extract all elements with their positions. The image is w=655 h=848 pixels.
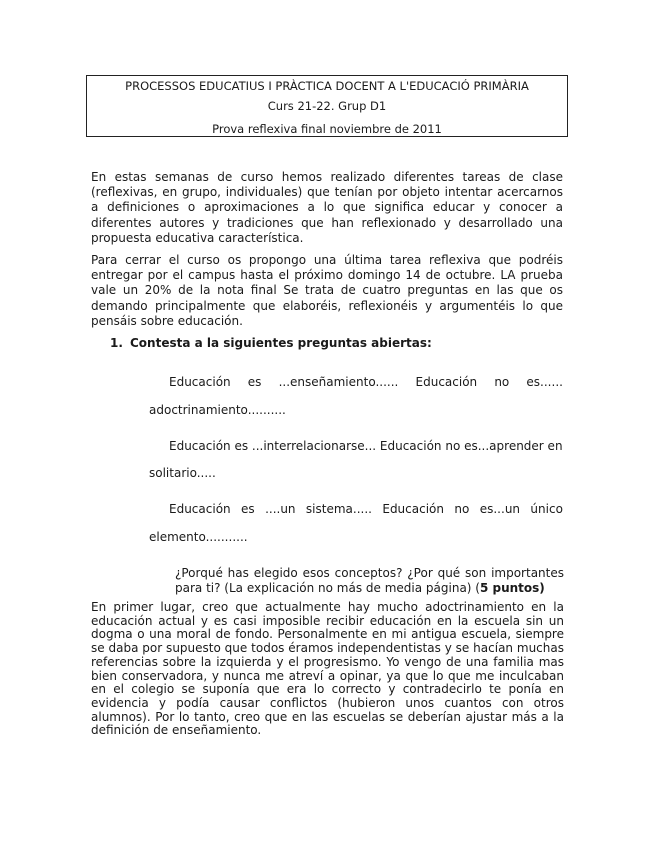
statement-word: es...un (479, 502, 521, 516)
statement-word: no (494, 375, 510, 389)
section-heading (110, 336, 432, 350)
question-prompt (175, 566, 564, 595)
statement-word: Educación (169, 375, 231, 389)
statement-word: ...enseñamiento...... (278, 375, 399, 389)
statement-3 (169, 502, 563, 517)
question-points: 5 puntos) (479, 580, 545, 595)
statement-word: sistema..... (305, 502, 372, 516)
statement-word: es (247, 375, 262, 389)
section-title: Contesta a la siguientes preguntas abiertas: (130, 336, 432, 350)
statement-1 (169, 375, 563, 390)
statement-word: Educación (415, 375, 478, 389)
statement-word: es (241, 502, 255, 516)
intro-paragraph-1: En estas semanas de curso hemos realizado diferentes tareas de clase (reflexivas, en grupo, individuales) que tenían por objeto intentar acercarnos a definiciones o aproximaciones a lo que significa educar y conocer a diferentes autores y tradiciones que han reflexionado y desarrollado una propuesta educativa característica. (91, 170, 563, 245)
header-box (86, 75, 568, 137)
section-number: 1. (110, 336, 123, 350)
statement-word: único (530, 502, 563, 516)
statement-word: no (454, 502, 470, 516)
statement-word: Educación (382, 502, 444, 516)
statement-2-continuation: solitario..... (149, 466, 216, 480)
answer-paragraph: En primer lugar, creo que actualmente hay mucho adoctrinamiento en la educación actual y es casi imposible recibir educación en la escuela sin un dogma o una moral de fondo. Personalmente en mi antigua escuela, siempre se daba por supuesto que todos éramos independentistas y se hacían muchas referencias sobre la izquierda y el progresismo. Yo vengo de una familia mas bien conservadora, y nunca me atreví a opinar, ya que lo que me inculcaban en el colegio se suponía que era lo correcto y contradecirlo te ponía en evidencia y podía causar conflictos (hubieron unos cuantos con otros alumnos). Por lo tanto, creo que en las escuelas se deberían ajustar más a la definición de enseñamiento. (91, 600, 564, 738)
intro-paragraph-2: Para cerrar el curso os propongo una última tarea reflexiva que podréis entregar por el campus hasta el próximo domingo 14 de octubre. LA prueba vale un 20% de la nota final Se trata de cuatro preguntas en las que os demando principalmente que elaboréis, reflexionéis y argumentéis lo que pensáis sobre educación. (91, 253, 563, 328)
statement-word: es...... (526, 375, 563, 389)
statement-3-continuation: elemento........... (149, 530, 248, 544)
statement-text: Educación es ...interrelacionarse... Educación no es...aprender en (169, 439, 563, 453)
statement-word: ....un (265, 502, 296, 516)
course-group: Curs 21-22. Grup D1 (267, 99, 387, 113)
question-text: ¿Porqué has elegido esos conceptos? ¿Por qué son importantes para ti? (La explicación no más de media página) ( (175, 566, 564, 595)
statement-1-continuation: adoctrinamiento.......... (149, 403, 286, 417)
statement-2 (169, 439, 563, 454)
course-title: PROCESSOS EDUCATIUS I PRÀCTICA DOCENT A L'EDUCACIÓ PRIMÀRIA (125, 79, 529, 93)
statement-word: Educación (169, 502, 231, 516)
exam-title: Prova reflexiva final noviembre de 2011 (212, 122, 442, 136)
